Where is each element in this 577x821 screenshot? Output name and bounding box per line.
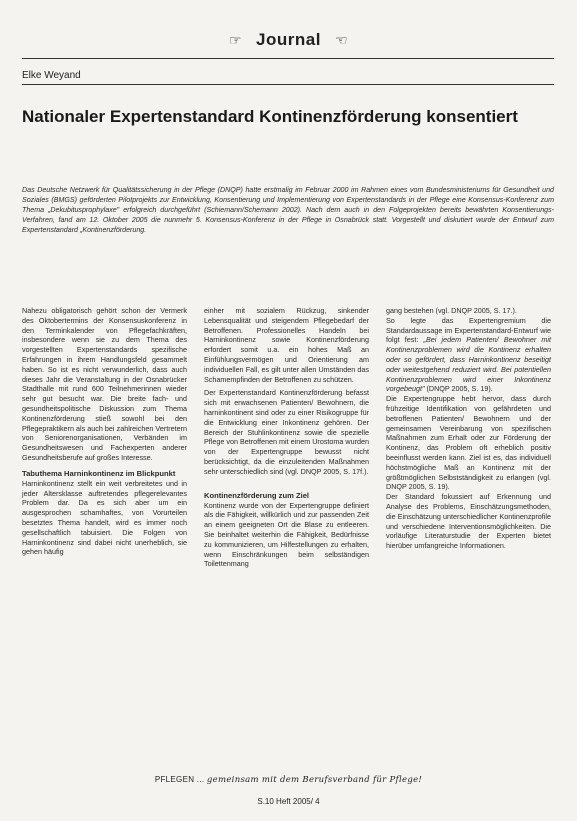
- footer-slogan: [0, 775, 577, 785]
- header-rule: [22, 58, 554, 59]
- section-heading: Tabuthema Harninkontinenz im Blickpunkt: [22, 468, 176, 478]
- paragraph: [386, 316, 551, 394]
- article-title: Nationaler Expertenstandard Kontinenzförderung konsentiert: [22, 107, 518, 126]
- paragraph: einher mit sozialem Rückzug, sinkender Lebensqualität und steigendem Pflegebedarf der Betroffenen. Professionelles Handeln bei Harninkontinenz sowie Kontinenzförderung erfordert somit u.a. ein hohes Maß an Einfühlungsvermögen und Orientierung am individuellen Fall, es gilt unter allen Umständen das Schamempfinden der Betroffenen zu schützen.: [204, 306, 369, 384]
- text-run: (DNQP 2005, S. 19).: [424, 384, 493, 394]
- page-number: S.10 Heft 2005/ 4: [257, 797, 320, 806]
- column-3: [386, 306, 551, 551]
- pointing-hand-icon: ☜: [334, 32, 349, 48]
- paragraph: Nahezu obligatorisch gehört schon der Vermerk des Oktobertermins der Konsensuskonferenz in den Terminkalender von Pflegefachkräften, insbesondere wenn sie zu dem Thema des vorgestellten Expertenstandards spezifische Erfahrungen in ihrem Handlungsfeld gesammelt haben. So ist es nicht verwunderlich, dass auch dieses Jahr die Veranstaltung in der Osnabrücker Stadthalle mit rund 600 Teilnehmerinnen wieder sehr gut besucht war. Die breite fach- und gesundheitspolitische Diskussion zum Thema Kontinenzförderung stieß sowohl bei den Pflegepraktikern als auch bei zahlreichen Vertretern von Seniorenorganisationen, Verbänden im Gesundheitswesen und Fachexperten anderer Gesundheitsberufe auf großes Interesse.: [22, 306, 187, 462]
- author-name: Elke Weyand: [22, 70, 81, 81]
- journal-title: Journal: [256, 30, 321, 49]
- paragraph: Harninkontinenz stellt ein weit verbreitetes und in jeder Altersklasse auftretendes pflegerelevantes Problem dar. Da es sich aber um ein ausgesprochen schamhaftes, von Vorurteilen besetztes Thema handelt, wird es immer noch gesellschaftlich tabuisiert. Die Folgen von Harninkontinenz sind dabei nicht unerheblich, sie gehen häufig: [22, 478, 187, 557]
- column-1: [22, 306, 187, 557]
- column-2: [204, 306, 369, 569]
- article-lead: Das Deutsche Netzwerk für Qualitätssicherung in der Pflege (DNQP) hatte erstmalig im Februar 2000 im Rahmen eines vom Bundesministeriums für Gesundheit und Soziales (BMGS) geförderten Pilotprojekts zur Entwicklung, Konsentierung und Implementierung von Expertenstandards in der Pflege eine Konsensus-Konferenz zum Thema „Dekubitusprophylaxe" erfolgreich durchgeführt (Schiemann/Schemann 2002). Nach dem auch in den Folgeprojekten bereits bewährten Konsentierungs-Verfahren, fand am 12. Oktober 2005 die nunmehr 5. Konsensus-Konferenz in der Pflege in Osnabrück statt. Vorgestellt und diskutiert wurde der Entwurf zum Expertenstandard „Kontinenzförderung.: [22, 186, 554, 234]
- footer-script: gemeinsam mit dem Berufsverband für Pflege!: [206, 775, 423, 785]
- paragraph: Der Standard fokussiert auf Erkennung und Analyse des Problems, Einschätzungsmethoden, die Einschätzung unterschiedlicher Kontinenzprofile und verschiedene Interventionsmöglichkeiten. Die vorläufige Literaturstudie der Experten bietet hierüber umfangreiche Informationen.: [386, 492, 551, 551]
- paragraph: Der Expertenstandard Kontinenzförderung befasst sich mit erwachsenen Patienten/ Bewohnern, die harninkontinent sind oder zu einer Risikogruppe für die Entwicklung einer Inkontinenz gehören. Der Bereich der Stuhlinkontinenz sowie die spezielle Pflege von Betroffenen mit einem Urostoma wurden von der Expertengruppe bewusst nicht berücksichtigt, da die einzuleitenden Maßnahmen sehr unterschiedlich sind (vgl. DNQP 2005, S. 17f.).: [204, 388, 369, 476]
- standard-quote: „Bei jedem Patienten/ Bewohner mit Kontinenzproblemen wird die Kontinenz erhalten oder so gefördert, dass Harninkontinenz beseitigt oder weitestgehend reduziert wird. Bei potentiellen Kontinenzproblemen wird einer Inkontinenz vorgebeugt": [386, 335, 551, 394]
- paragraph: Die Expertengruppe hebt hervor, dass durch frühzeitige Identifikation von gefährdeten und betroffenen Patienten/ Bewohnern und der gemeinsamen Vereinbarung von spezifischen Maßnahmen zum Erhalt oder zur Förderung der Kontinenz, das Problem oft erheblich positiv beeinflusst werden kann. Ziel ist es, das individuell höchstmögliche Maß an Kontinenz mit der größtmöglichen Selbstständigkeit zu erlangen (vgl. DNQP 2005, S. 19).: [386, 394, 551, 492]
- paragraph: gang bestehen (vgl. DNQP 2005, S. 17.).: [386, 306, 517, 315]
- pointing-hand-icon: ☞: [228, 32, 243, 48]
- text-run: So legte das Expertengremium die Standardaussage im Expertenstandard-Entwurf wie folgt fest:: [386, 315, 551, 345]
- journal-header: [0, 30, 577, 50]
- section-heading: Kontinenzförderung zum Ziel: [204, 490, 310, 500]
- paragraph: Kontinenz wurde von der Expertengruppe definiert als die Fähigkeit, willkürlich und zur passenden Zeit an einem geeigneten Ort die Blase zu entleeren. Sie beinhaltet weiterhin die Fähigkeit, Bedürfnisse zu kommunizieren, um Hilfestellungen zu erhalten, wenn Einschränkungen beim selbständigen Toilettenmang: [204, 500, 369, 569]
- author-rule: [22, 84, 554, 85]
- footer-brand: PFLEGEN ...: [154, 775, 205, 784]
